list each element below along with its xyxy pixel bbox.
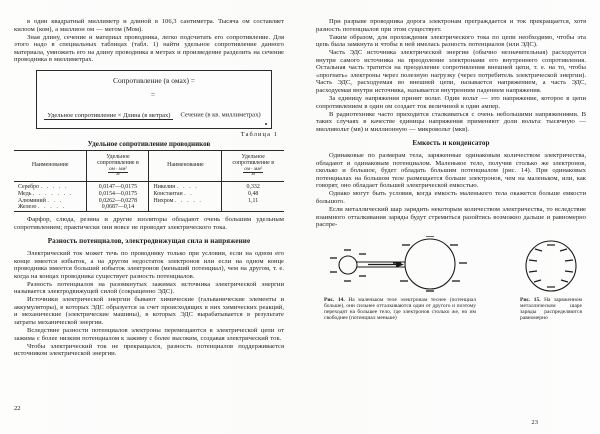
material-label: Железо	[18, 204, 37, 211]
material-name	[14, 204, 87, 211]
material-label: Медь	[18, 190, 32, 197]
table-number-label: Таблица 1	[240, 130, 278, 138]
material-label: Константан	[153, 190, 183, 197]
leader-dots: . .	[184, 190, 194, 197]
resistivity-table	[14, 150, 284, 212]
table-body	[14, 181, 284, 211]
unit-fraction	[108, 167, 128, 178]
formula-numerator: Удельное сопротивление × Длина (в метрах)	[44, 112, 173, 121]
figure-area	[316, 234, 586, 296]
unit-numerator: ом · мм²	[109, 165, 127, 172]
ink-speck	[265, 123, 267, 125]
material-resistivity: 1,11	[222, 197, 284, 204]
material-name	[14, 191, 87, 198]
material-name	[149, 191, 222, 198]
material-label: Алюминий	[18, 197, 46, 204]
paragraph: Фарфор, слюда, резина и другие изоляторы обладают очень большим удельным сопротивлением; практически они вовсе не проводят электрического тока.	[14, 216, 284, 231]
material-resistivity	[222, 204, 284, 211]
figure-15-caption-text: На заряженном металлическом шаре заряды распределяются равномерно	[520, 296, 582, 322]
material-name	[149, 204, 222, 211]
page-number-right: 23	[531, 419, 538, 426]
material-name	[149, 197, 222, 204]
column-header-name-right: Наименование	[149, 150, 222, 181]
figure-14-number: Рис. 14.	[324, 296, 345, 303]
unit-denominator: м	[116, 171, 120, 178]
paragraph: в один квадратный миллиметр и длиной в 106,3 сантиметра. Тысяча ом составляет килоом (ком), а миллион ом — мегом (Мом).	[14, 18, 284, 33]
paragraph: Однако могут быть условия, когда емкость маленького тела окажется больше емкости большого.	[316, 190, 586, 205]
paragraph: Таким образом, для прохождения электрического тока по цепи необходимо, чтобы эта цепь была замкнута и чтобы в ней имелась разность потенциалов (или ЭДС).	[316, 33, 586, 49]
leader-dots: . . . . . . .	[32, 190, 73, 197]
unit-numerator: ом · мм²	[244, 165, 263, 172]
unit-denominator: м	[251, 171, 255, 178]
metal-sphere-outline	[526, 241, 576, 291]
figure-14-caption	[324, 297, 476, 322]
figure-captions	[316, 297, 586, 322]
table-header-row	[14, 150, 284, 181]
leader-dots: . . . . .	[174, 197, 203, 204]
paragraph: При разрыве проводника дорога электронам преграждается и ток прекращается, хотя разность потенциалов при этом существует.	[316, 18, 586, 33]
figure-15-number: Рис. 15.	[520, 296, 541, 303]
table-title: Удельное сопротивление проводников	[87, 139, 211, 148]
table-row	[14, 204, 284, 211]
paragraph: Источники электрической энергии бывают химические (гальванические элементы и аккумуляторы), в которых ЭДС образуется за счет происходящих в них химических реакций, и механические (электрические машины), в которых ЭДС вырабатывается в результате затраты механической энергии.	[14, 296, 284, 327]
figure-15-caption	[520, 297, 582, 322]
paragraph: Чтобы электрический ток не прекращался, разность потенциалов поддерживается источником электрической энергии.	[14, 342, 284, 358]
column-header-name-left: Наименование	[31, 162, 69, 169]
paragraph: Вследствие разности потенциалов электроны перемещаются в электрической цепи от зажима с более низким потенциалом к зажиму с более высоким, создавая электрический ток.	[14, 327, 284, 342]
formula-fraction	[41, 85, 267, 122]
table-row	[14, 181, 284, 190]
paragraph: Разность потенциалов на разомкнутых зажимах источника электрической энергии называется электродвижущей силой (сокращенно ЭДС).	[14, 280, 284, 296]
material-label: Нихром	[153, 197, 174, 204]
material-resistivity: 0,0687—0,14	[87, 204, 149, 211]
leader-dots: . . . . .	[37, 204, 66, 211]
material-name	[14, 181, 87, 190]
paragraph: За единицу напряжения принят вольт. Один вольт — это напряжение, которое в цепи сопротивлением в один ом создает ток величиной в один ампер.	[316, 94, 586, 110]
material-label: Никелин	[153, 183, 176, 190]
uniform-charge-marks	[529, 245, 573, 287]
right-page	[300, 0, 600, 434]
material-resistivity: 0,48	[222, 191, 284, 198]
column-header-unit-right	[222, 150, 284, 181]
section-heading: Емкость и конденсатор	[412, 139, 490, 148]
table-row	[14, 191, 284, 198]
small-sphere-charge-marks	[330, 250, 366, 281]
paragraph: Часть ЭДС источника электрической энергии (обычно незначительная) расходуется внутри самого источника на преодоление электронами его внутреннего сопротивления. Остальная часть тратится на преодоление сопротивления внешней цепи, т. е. на то, чтобы «прогнать» электроны через полезную нагрузку (через потребитель электрической энергии). Часть ЭДС, расходуемая во внешней цепи, называется напряжением, а часть ЭДС, расходуемая внутри источника, называется внутренним падением напряжения.	[316, 49, 586, 94]
column-header-unit-left	[87, 150, 149, 181]
leader-dots: . . . . .	[40, 183, 69, 190]
page-number-left: 22	[14, 405, 21, 412]
formula-denominator: Сечение (в кв. миллиметрах)	[180, 111, 261, 119]
large-sphere-outline	[405, 239, 455, 289]
material-name	[14, 197, 87, 204]
paragraph: Электрический ток может течь по проводнику только при условии, если на одном его конце имеется избыток, а на другом недостаток электронов или если на одном конце проводника имеется больший избыток электронов (меньший потенциал), чем на другом, т. е. когда на концах проводника существует разность потенциалов.	[14, 250, 284, 280]
large-sphere-charge-marks	[393, 236, 467, 291]
formula-line-1: Сопротивление (в омах) =	[113, 75, 195, 85]
unit-fraction	[243, 167, 263, 178]
figure-14-caption-text: На маленьком теле электронам теснее (потенциал больше), они сильнее отталкиваются один от другого и поэтому переходят на большее тело, где электронов столько же, но им свободнее (потенциал меньше)	[324, 296, 477, 322]
paragraph: Одинаковые по размерам тела, заряженные одинаковым количеством электричества, обладают и одинаковым потенциалом. Маленькое тело, получив столько же электронов, сколько и большое, будет обладать большим потенциалом (рис. 14). При одинаковых потенциалах на большом теле размещается больше электронов, чем на маленьком, или, как говорят, оно обладает большей электрической емкостью.	[316, 152, 586, 190]
paragraph: В радиотехнике часто приходится сталкиваться с очень небольшими напряжениями. В таких случаях в качестве единицы напряжения применяют доли вольта: тысячную — милливольт (мв) и миллионную — микровольт (мкв).	[316, 110, 586, 133]
table-head	[14, 150, 284, 181]
material-resistivity: 0,0154—0,0175	[87, 191, 149, 198]
leader-dots: . . . .	[176, 183, 199, 190]
material-resistivity: 0,0147—0,0175	[87, 181, 149, 190]
formula-equals-sign: =	[150, 89, 156, 99]
figure-14-illustration	[326, 236, 476, 294]
unit-prefix-text: Удельное сопротивление в	[97, 153, 139, 167]
formula-fraction-body	[44, 104, 263, 122]
small-sphere-outline	[339, 256, 357, 274]
figure-15-illustration	[520, 238, 582, 294]
resistance-formula-box	[36, 70, 272, 129]
section-heading: Разность потенциалов, электродвижущая сила и напряжение	[47, 237, 251, 246]
paragraph: Если металлический шар зарядить некоторым количеством электричества, то вследствие взаимного отталкивания заряды будут стремиться разойтись возможно дальше и равномерно распре-	[316, 206, 586, 229]
material-resistivity: 0,0262—0,0278	[87, 197, 149, 204]
material-label: Серебро	[18, 183, 40, 190]
material-resistivity: 0,332	[222, 181, 284, 190]
leader-dots: . . .	[47, 197, 63, 204]
paragraph: Зная длину, сечение и материал проводника, легко подсчитать его сопротивление. Для этого надо в специальных таблицах (табл. 1) найти удельное сопротивление данного материала, умножить его на длину проводника в метрах и произведение разделить на сечение проводника в миллиметрах.	[14, 33, 284, 64]
table-row	[14, 197, 284, 204]
material-name	[149, 181, 222, 190]
unit-prefix-text: Удельное сопротивление в	[232, 153, 275, 167]
